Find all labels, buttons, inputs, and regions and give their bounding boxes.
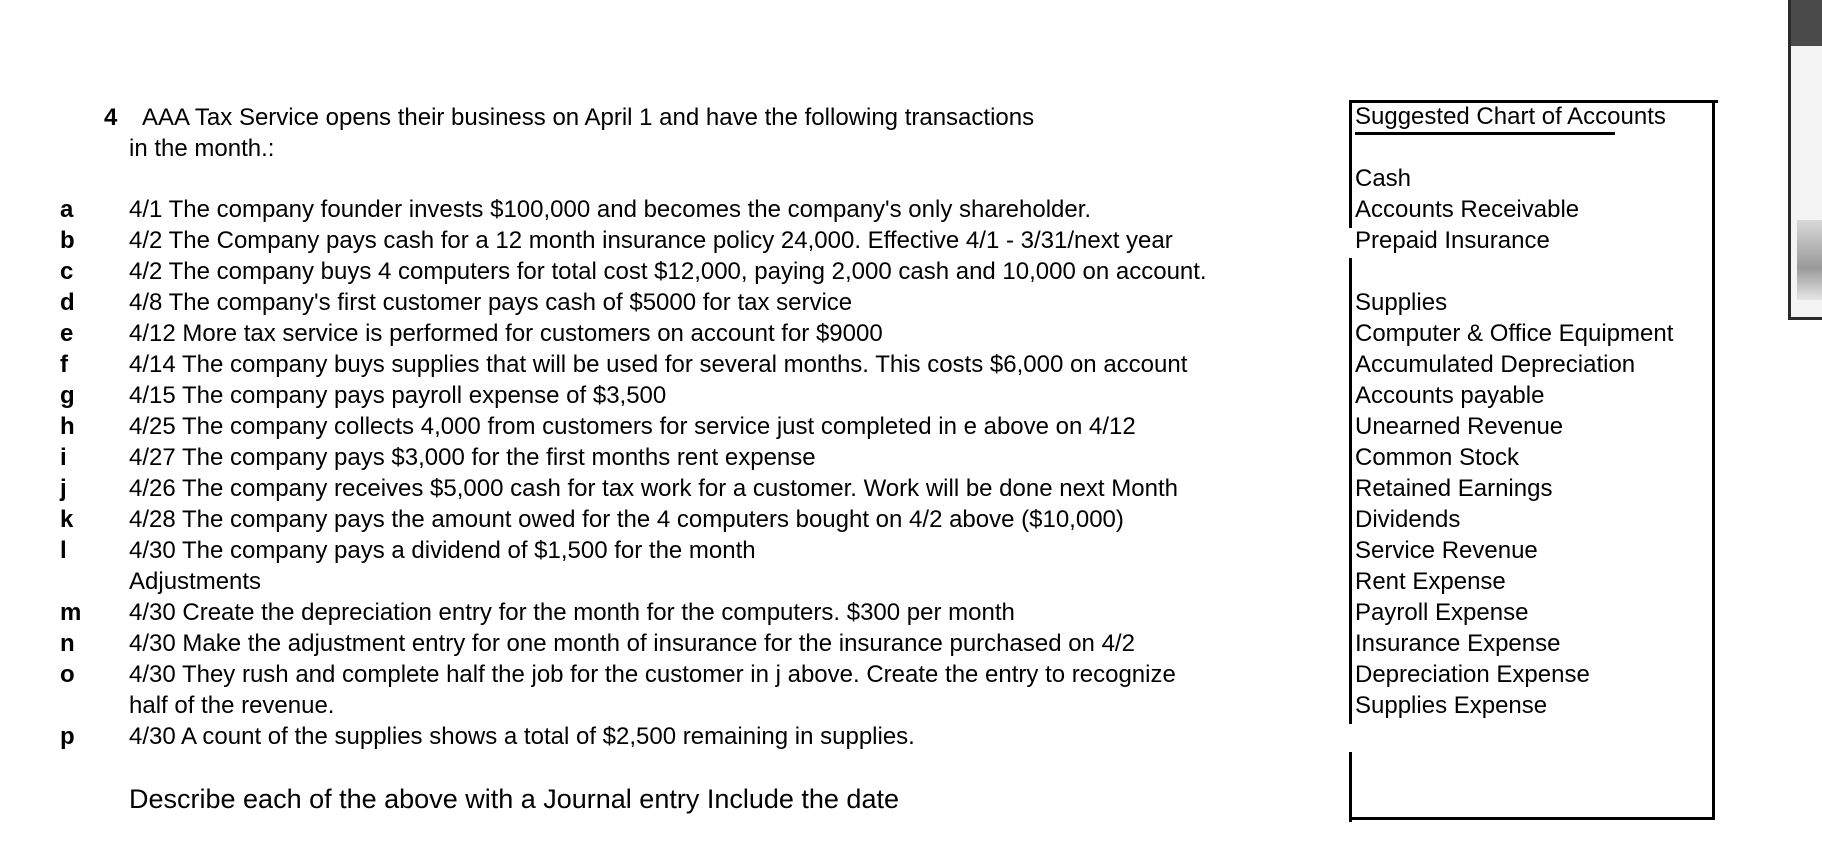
transaction-text: 4/2 The company buys 4 computers for total cost $12,000, paying 2,000 cash and 10,000 on account. [129, 258, 1207, 285]
account-item: Service Revenue [1355, 537, 1538, 564]
transaction-text: 4/30 The company pays a dividend of $1,500 for the month [129, 537, 756, 564]
transaction-row [0, 630, 1300, 661]
transaction-text: 4/30 Make the adjustment entry for one month of insurance for the insurance purchased on 4/2 [129, 630, 1135, 657]
transaction-row [0, 196, 1300, 227]
transaction-letter: o [60, 661, 75, 688]
transaction-row [0, 723, 1300, 754]
overlapping-window-edge[interactable] [1788, 0, 1822, 320]
transaction-row [0, 599, 1300, 630]
adjustments-heading: Adjustments [129, 568, 262, 595]
account-item: Dividends [1355, 506, 1461, 533]
account-item: Cash [1355, 165, 1412, 192]
problem-intro-line-1: AAA Tax Service opens their business on April 1 and have the following transactions [142, 104, 1035, 131]
transaction-text: 4/30 They rush and complete half the job for the customer in j above. Create the entry to recognize [129, 661, 1176, 688]
account-item: Accounts Receivable [1355, 196, 1580, 223]
transaction-letter: i [60, 444, 67, 471]
account-item: Unearned Revenue [1355, 413, 1564, 440]
transaction-text: 4/25 The company collects 4,000 from customers for service just completed in e above on 4/12 [129, 413, 1136, 440]
box-left-border [1349, 100, 1352, 228]
transaction-row [0, 320, 1300, 351]
box-left-border [1349, 752, 1352, 822]
account-item: Supplies Expense [1355, 692, 1548, 719]
window-thumbnail-image [1797, 220, 1822, 300]
account-item: Supplies [1355, 289, 1448, 316]
transaction-row [0, 289, 1300, 320]
instruction-text: Describe each of the above with a Journal entry Include the date [129, 784, 899, 814]
transaction-row [0, 506, 1300, 537]
transaction-letter: b [60, 227, 75, 254]
transaction-text: 4/1 The company founder invests $100,000 and becomes the company's only shareholder. [129, 196, 1092, 223]
account-item: Retained Earnings [1355, 475, 1553, 502]
transaction-row [0, 661, 1300, 692]
account-item: Rent Expense [1355, 568, 1506, 595]
problem-intro-line-2: in the month.: [129, 135, 275, 162]
transaction-letter: p [60, 723, 75, 750]
transaction-row [0, 258, 1300, 289]
transaction-letter: l [60, 537, 67, 564]
transaction-letter: d [60, 289, 75, 316]
transaction-text: 4/30 A count of the supplies shows a total of $2,500 remaining in supplies. [129, 723, 915, 750]
transaction-text: 4/14 The company buys supplies that will be used for several months. This costs $6,000 on account [129, 351, 1188, 378]
transaction-list [0, 196, 1300, 754]
transaction-row [0, 475, 1300, 506]
transaction-row-continued [0, 692, 1300, 723]
transaction-text: 4/27 The company pays $3,000 for the first months rent expense [129, 444, 816, 471]
transaction-row [0, 382, 1300, 413]
chart-of-accounts-title: Suggested Chart of Accounts [1355, 103, 1666, 130]
transaction-row [0, 351, 1300, 382]
transaction-letter: k [60, 506, 74, 533]
transaction-letter: n [60, 630, 75, 657]
transaction-letter: a [60, 196, 74, 223]
transaction-text: 4/8 The company's first customer pays cash of $5000 for tax service [129, 289, 853, 316]
transaction-row [0, 444, 1300, 475]
adjustments-heading-row [0, 568, 1300, 599]
transaction-row [0, 413, 1300, 444]
account-item: Accumulated Depreciation [1355, 351, 1636, 378]
transaction-letter: h [60, 413, 75, 440]
chart-of-accounts-list [1355, 165, 1673, 723]
transaction-text: 4/28 The company pays the amount owed for the 4 computers bought on 4/2 above ($10,000) [129, 506, 1124, 533]
account-item: Insurance Expense [1355, 630, 1561, 657]
account-item: Prepaid Insurance [1355, 227, 1550, 254]
transaction-letter: e [60, 320, 74, 347]
problem-number: 4 [104, 104, 118, 131]
account-item: Accounts payable [1355, 382, 1545, 409]
account-item: Payroll Expense [1355, 599, 1529, 626]
transaction-row [0, 227, 1300, 258]
account-item: Depreciation Expense [1355, 661, 1590, 688]
transaction-text: 4/26 The company receives $5,000 cash for tax work for a customer. Work will be done next Month [129, 475, 1178, 502]
list-spacer [1355, 258, 1673, 289]
window-title-bar[interactable] [1791, 0, 1822, 46]
transaction-text: 4/15 The company pays payroll expense of $3,500 [129, 382, 667, 409]
transaction-text: 4/2 The Company pays cash for a 12 month insurance policy 24,000. Effective 4/1 - 3/31/next year [129, 227, 1173, 254]
transaction-text: 4/12 More tax service is performed for customers on account for $9000 [129, 320, 883, 347]
title-underline [1355, 132, 1615, 135]
transaction-text: 4/30 Create the depreciation entry for the month for the computers. $300 per month [129, 599, 1015, 626]
transaction-letter: m [60, 599, 82, 626]
account-item: Common Stock [1355, 444, 1520, 471]
transaction-text: half of the revenue. [129, 692, 335, 719]
transaction-letter: j [60, 475, 67, 502]
transaction-row [0, 537, 1300, 568]
transaction-letter: g [60, 382, 75, 409]
transaction-letter: c [60, 258, 74, 285]
box-left-border [1349, 258, 1352, 724]
account-item: Computer & Office Equipment [1355, 320, 1674, 347]
transaction-letter: f [60, 351, 68, 378]
